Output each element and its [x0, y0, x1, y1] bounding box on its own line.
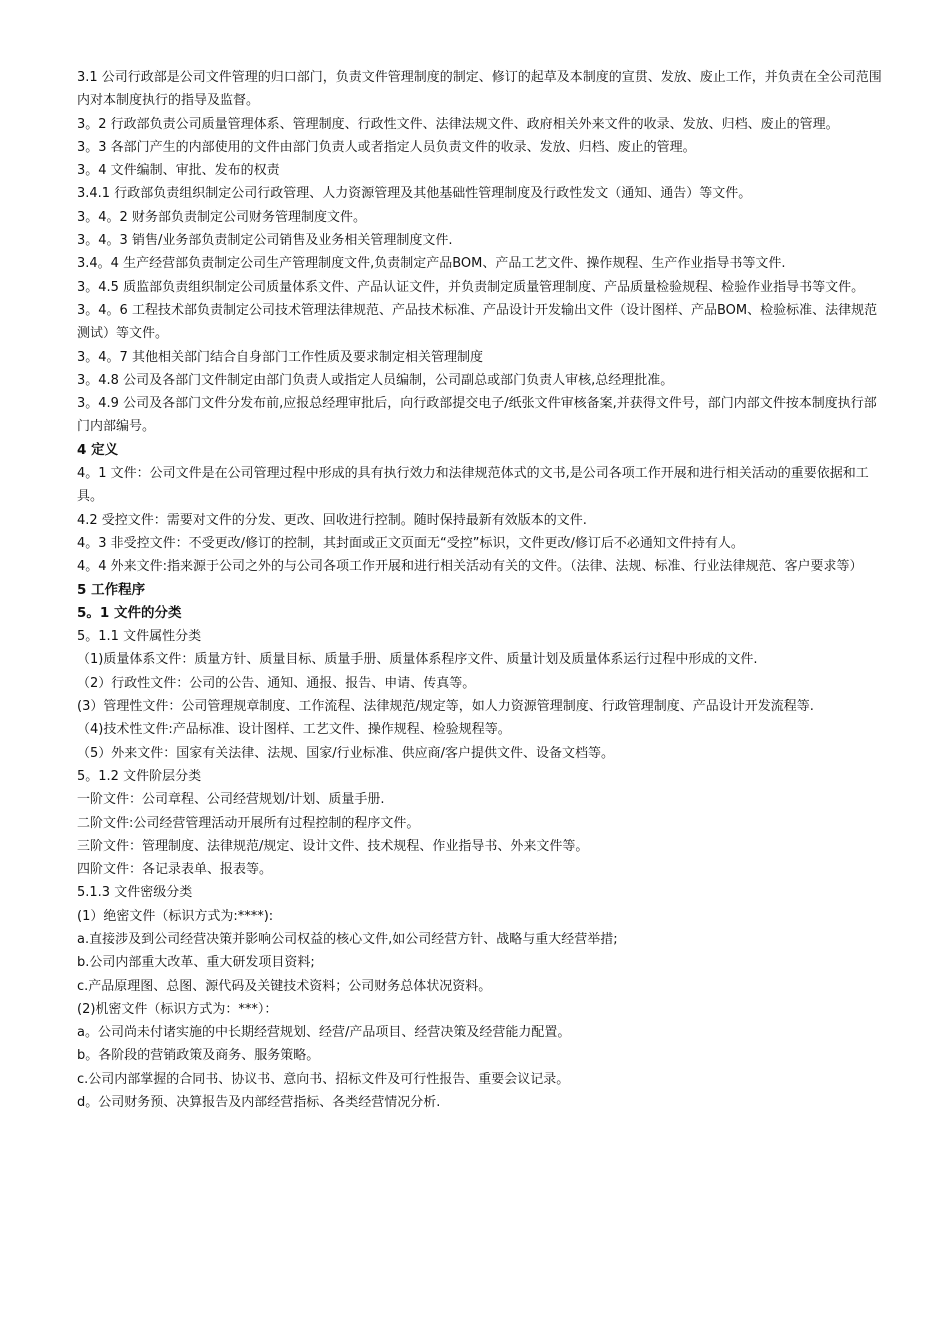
section-heading: 4 定义 [77, 441, 119, 458]
paragraph: （5）外来文件：国家有关法律、法规、国家/行业标准、供应商/客户提供文件、设备文档等。 [77, 745, 615, 761]
paragraph: d。公司财务预、决算报告及内部经营指标、各类经营情况分析. [77, 1095, 441, 1111]
paragraph: c.公司内部掌握的合同书、协议书、意向书、招标文件及可行性报告、重要会议记录。 [77, 1071, 570, 1087]
document-body [77, 66, 889, 1114]
paragraph: （1)质量体系文件：质量方针、质量目标、质量手册、质量体系程序文件、质量计划及质量体系运行过程中形成的文件. [77, 652, 758, 668]
paragraph: 四阶文件：各记录表单、报表等。 [77, 862, 273, 878]
paragraph: 3.4.1 行政部负责组织制定公司行政管理、人力资源管理及其他基础性管理制度及行政性发文（通知、通告）等文件。 [77, 186, 752, 202]
paragraph: 一阶文件：公司章程、公司经营规划/计划、质量手册. [77, 792, 385, 808]
paragraph: （2）行政性文件：公司的公告、通知、通报、报告、申请、传真等。 [77, 675, 476, 691]
paragraph: (1）绝密文件（标识方式为:****): [77, 908, 274, 924]
paragraph: a.直接涉及到公司经营决策并影响公司权益的核心文件,如公司经营方针、战略与重大经营举措; [77, 931, 618, 947]
section-heading: 5。1 文件的分类 [77, 604, 182, 621]
paragraph: 3。3 各部门产生的内部使用的文件由部门负责人或者指定人员负责文件的收录、发放、归档、废止的管理。 [77, 139, 696, 155]
paragraph: 3。4.5 质监部负责组织制定公司质量体系文件、产品认证文件，并负责制定质量管理制度、产品质量检验规程、检验作业指导书等文件。 [77, 279, 865, 295]
paragraph: 三阶文件：管理制度、法律规范/规定、设计文件、技术规程、作业指导书、外来文件等。 [77, 838, 589, 854]
paragraph: （4)技术性文件:产品标准、设计图样、工艺文件、操作规程、检验规程等。 [77, 722, 511, 738]
paragraph: 3。4 文件编制、审批、发布的权责 [77, 163, 280, 179]
paragraph: 3。4。7 其他相关部门结合自身部门工作性质及要求制定相关管理制度 [77, 349, 483, 365]
paragraph: 二阶文件:公司经营管理活动开展所有过程控制的程序文件。 [77, 815, 420, 831]
paragraph: 3。4。6 工程技术部负责制定公司技术管理法律规范、产品技术标准、产品设计开发输出文件（设计图样、产品BOM、检验标准、法律规范测试）等文件。 [77, 302, 878, 342]
paragraph: b.公司内部重大改革、重大研发项目资料; [77, 955, 315, 971]
paragraph: 3。4.8 公司及各部门文件制定由部门负责人或指定人员编制，公司副总或部门负责人审核,总经理批准。 [77, 372, 674, 388]
paragraph: 5。1.1 文件属性分类 [77, 629, 202, 645]
paragraph: 3。4。2 财务部负责制定公司财务管理制度文件。 [77, 209, 366, 225]
paragraph: 5。1.2 文件阶层分类 [77, 768, 202, 784]
paragraph: 3。2 行政部负责公司质量管理体系、管理制度、行政性文件、法律法规文件、政府相关外来文件的收录、发放、归档、废止的管理。 [77, 116, 839, 132]
paragraph: 4。1 文件：公司文件是在公司管理过程中形成的具有执行效力和法律规范体式的文书,是公司各项工作开展和进行相关活动的重要依据和工具。 [77, 466, 869, 505]
paragraph: 4。4 外来文件:指来源于公司之外的与公司各项工作开展和进行相关活动有关的文件。（法律、法规、标准、行业法律规范、客户要求等） [77, 559, 863, 575]
paragraph: a。公司尚未付诸实施的中长期经营规划、经营/产品项目、经营决策及经营能力配置。 [77, 1025, 571, 1041]
section-heading: 5 工作程序 [77, 581, 146, 598]
paragraph: 3.4。4 生产经营部负责制定公司生产管理制度文件,负责制定产品BOM、产品工艺文件、操作规程、生产作业指导书等文件. [77, 256, 786, 272]
paragraph: 3.1 公司行政部是公司文件管理的归口部门，负责文件管理制度的制定、修订的起草及本制度的宣贯、发放、废止工作，并负责在全公司范围内对本制度执行的指导及监督。 [77, 70, 882, 109]
paragraph: 4。3 非受控文件：不受更改/修订的控制，其封面或正文页面无“受控”标识，文件更改/修订后不必通知文件持有人。 [77, 535, 744, 551]
paragraph: c.产品原理图、总图、源代码及关键技术资料；公司财务总体状况资料。 [77, 978, 492, 994]
paragraph: 3。4.9 公司及各部门文件分发布前,应报总经理审批后，向行政部提交电子/纸张文件审核备案,并获得文件号，部门内部文件按本制度执行部门内部编号。 [77, 396, 877, 435]
paragraph: 4.2 受控文件：需要对文件的分发、更改、回收进行控制。随时保持最新有效版本的文件. [77, 512, 587, 528]
paragraph: 3。4。3 销售/业务部负责制定公司销售及业务相关管理制度文件. [77, 233, 453, 249]
paragraph: (3）管理性文件：公司管理规章制度、工作流程、法律规范/规定等，如人力资源管理制度、行政管理制度、产品设计开发流程等. [77, 699, 814, 715]
paragraph: (2)机密文件（标识方式为：***）： [77, 1001, 278, 1017]
paragraph: 5.1.3 文件密级分类 [77, 885, 193, 901]
paragraph: b。各阶段的营销政策及商务、服务策略。 [77, 1048, 320, 1064]
